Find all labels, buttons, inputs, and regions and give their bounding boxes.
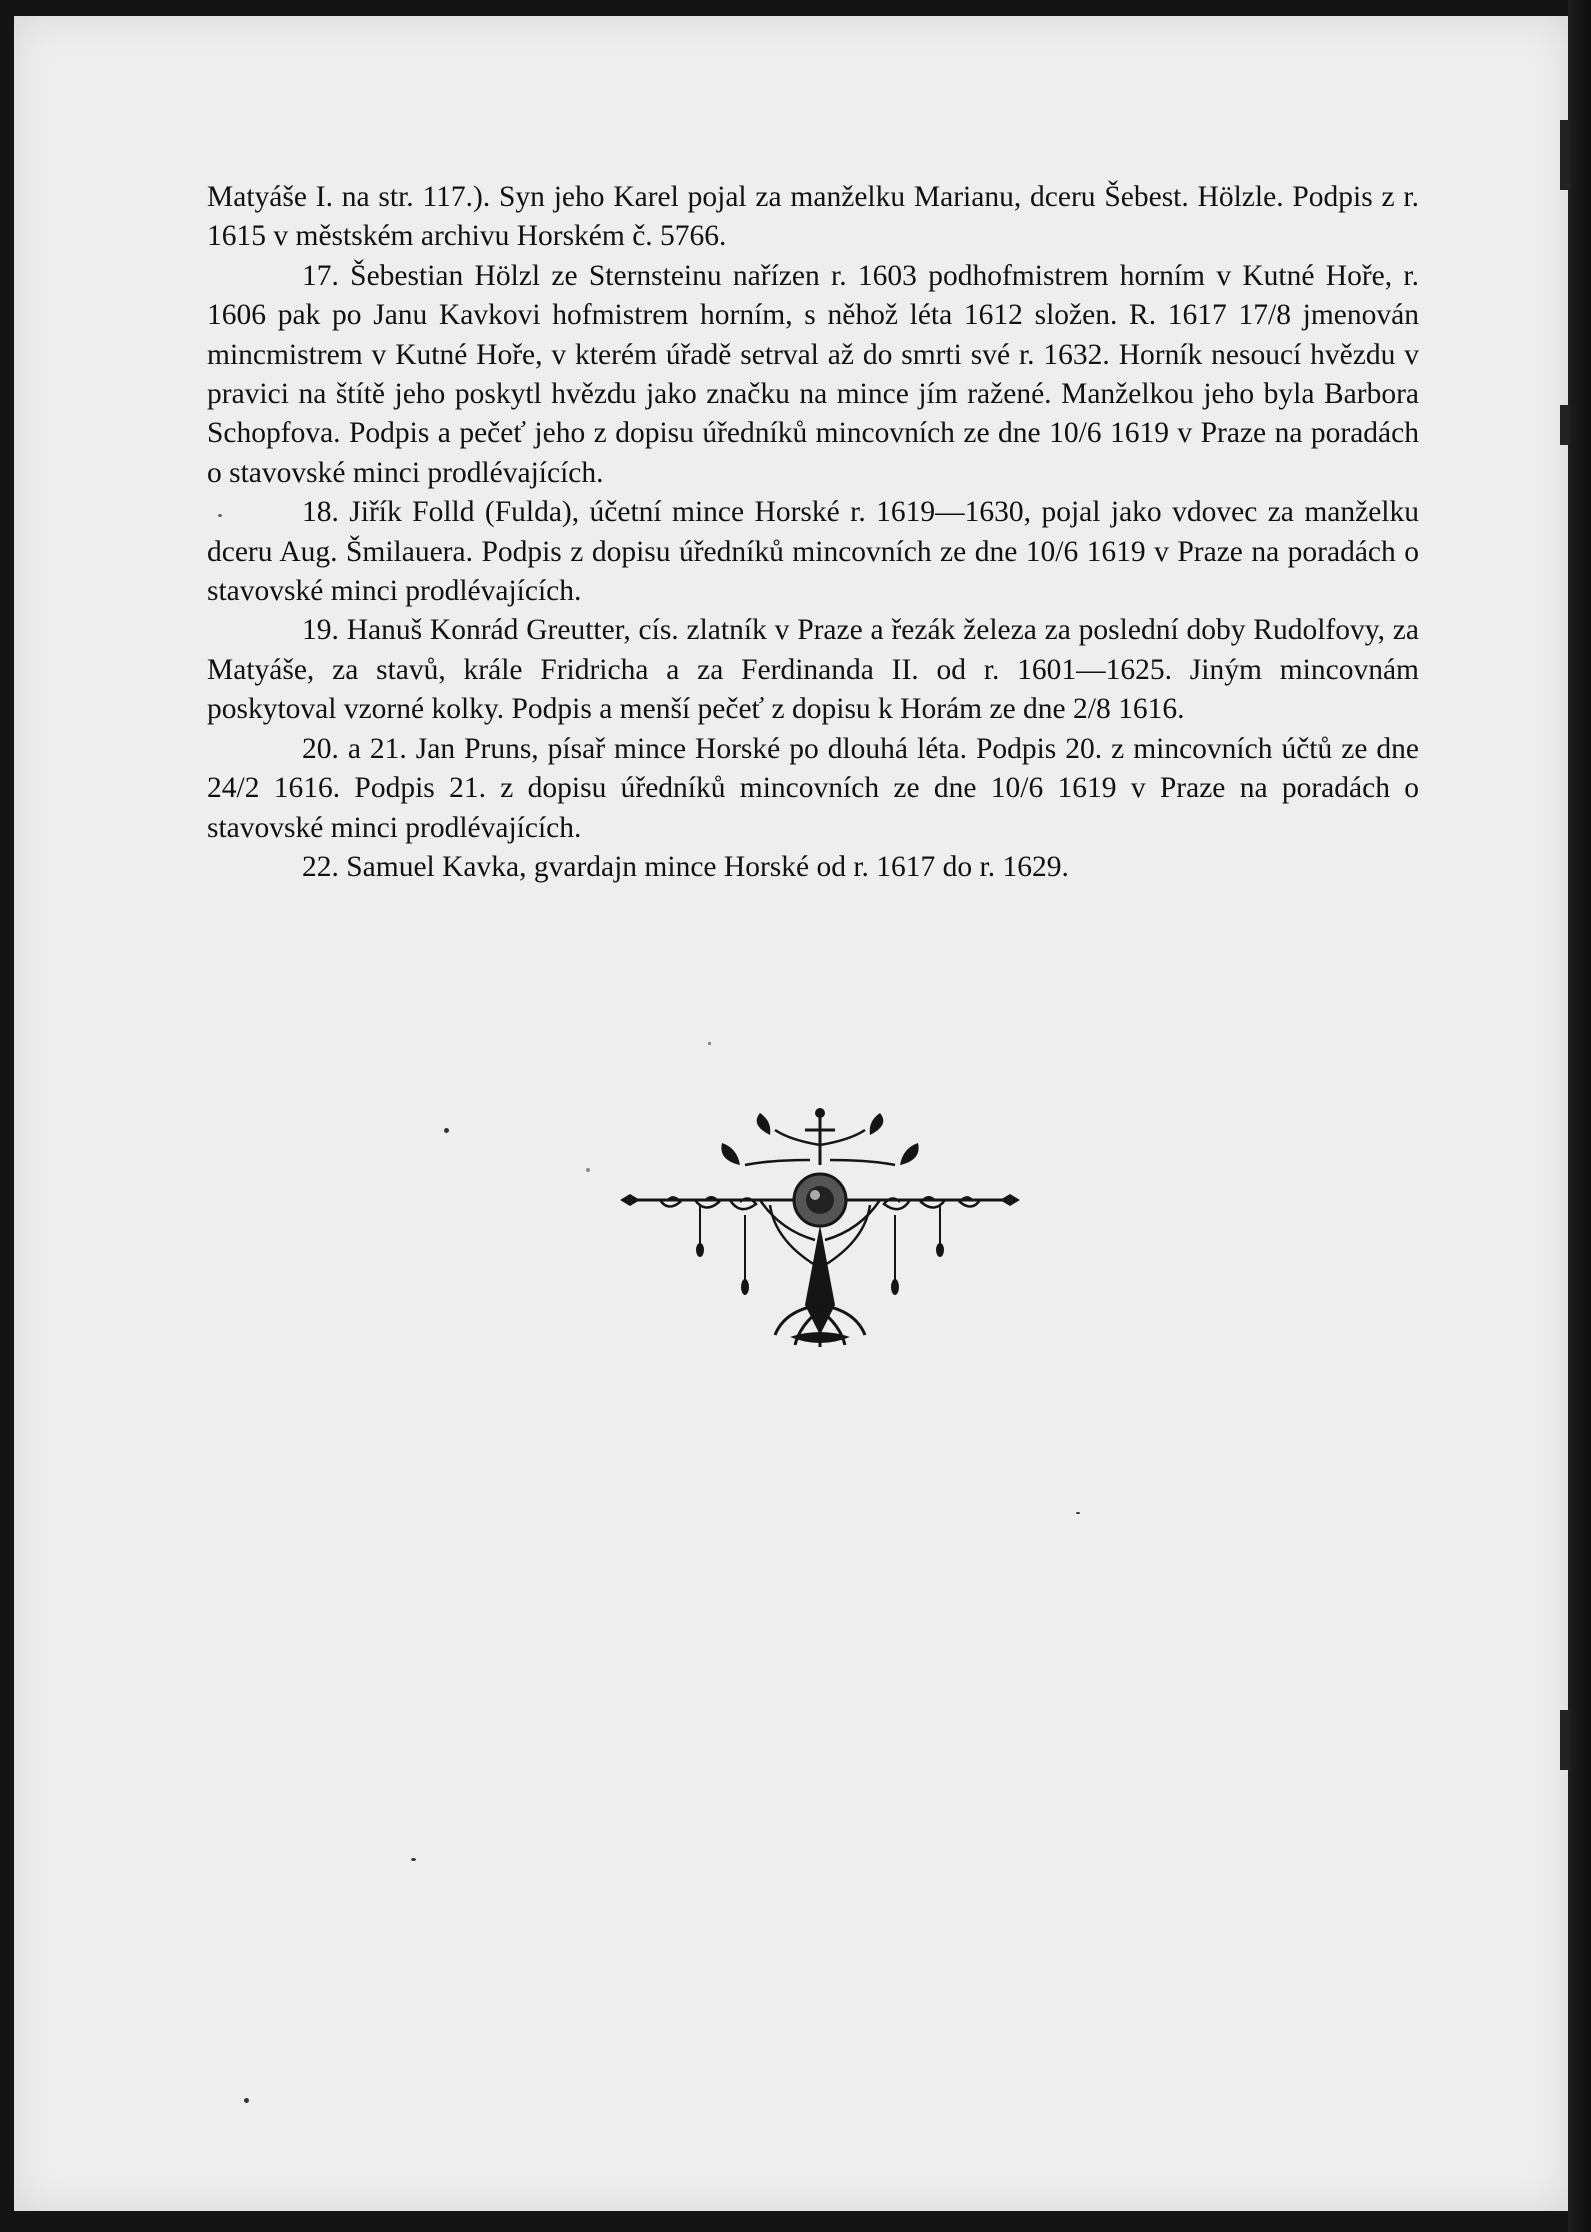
edge-mark [1560,1710,1570,1770]
scan-speck [218,514,222,517]
scan-speck [708,1042,711,1045]
paragraph-continuation: Matyáše I. na str. 117.). Syn jeho Karel pojal za manželku Marianu, dceru Šebest. Hölzle. Podpis z r. 1615 v městském archivu Horském č. 5766. [207,181,1419,253]
edge-mark [1560,405,1570,445]
scan-speck [411,1858,416,1861]
scan-speck [444,1128,449,1133]
paragraph-19: 19. Hanuš Konrád Greutter, cís. zlatník v Praze a řezák železa za poslední doby Rudolfovy, za Matyáše, za stavů, krále Fridricha a za Ferdinanda II. od r. 1601—1625. Jiným mincovnám poskytoval vzorné kolky. Podpis a menší pečeť z dopisu k Horám ze dne 2/8 1616. [207,614,1419,726]
edge-mark [1560,120,1570,190]
paragraph-22: 22. Samuel Kavka, gvardajn mince Horské od r. 1617 do r. 1629. [302,850,1069,883]
scan-speck [586,1168,590,1172]
decorative-ornament-icon [620,1105,1020,1350]
paragraph-18: 18. Jiřík Folld (Fulda), účetní mince Horské r. 1619—1630, pojal jako vdovec za manželku dceru Aug. Šmilauera. Podpis z dopisu úředníků mincovních ze dne 10/6 1619 v Praze na poradách o stavovské minci prodlévajících. [207,496,1419,608]
scan-speck [1076,1512,1080,1514]
scan-speck [244,2098,249,2103]
document-text [207,178,1419,887]
page-edge-shadow [1568,0,1591,2232]
paragraph-17: 17. Šebestian Hölzl ze Sternsteinu nařízen r. 1603 podhofmistrem horním v Kutné Hoře, r. 1606 pak po Janu Kavkovi hofmistrem horním, s něhož léta 1612 složen. R. 1617 17/8 jmenován mincmistrem v Kutné Hoře, v kterém úřadě setrval až do smrti své r. 1632. Horník nesoucí hvězdu v pravici na štítě jeho poskytl hvězdu jako značku na mince jím ražené. Manželkou jeho byla Barbora Schopfova. Podpis a pečeť jeho z dopisu úředníků mincovních ze dne 10/6 1619 v Praze na poradách o stavovské minci prodlévajících. [207,259,1419,489]
paragraph-20-21: 20. a 21. Jan Pruns, písař mince Horské po dlouhá léta. Podpis 20. z mincovních účtů ze dne 24/2 1616. Podpis 21. z dopisu úředníků mincovních ze dne 10/6 1619 v Praze na poradách o stavovské minci prodlévajících. [207,732,1419,844]
